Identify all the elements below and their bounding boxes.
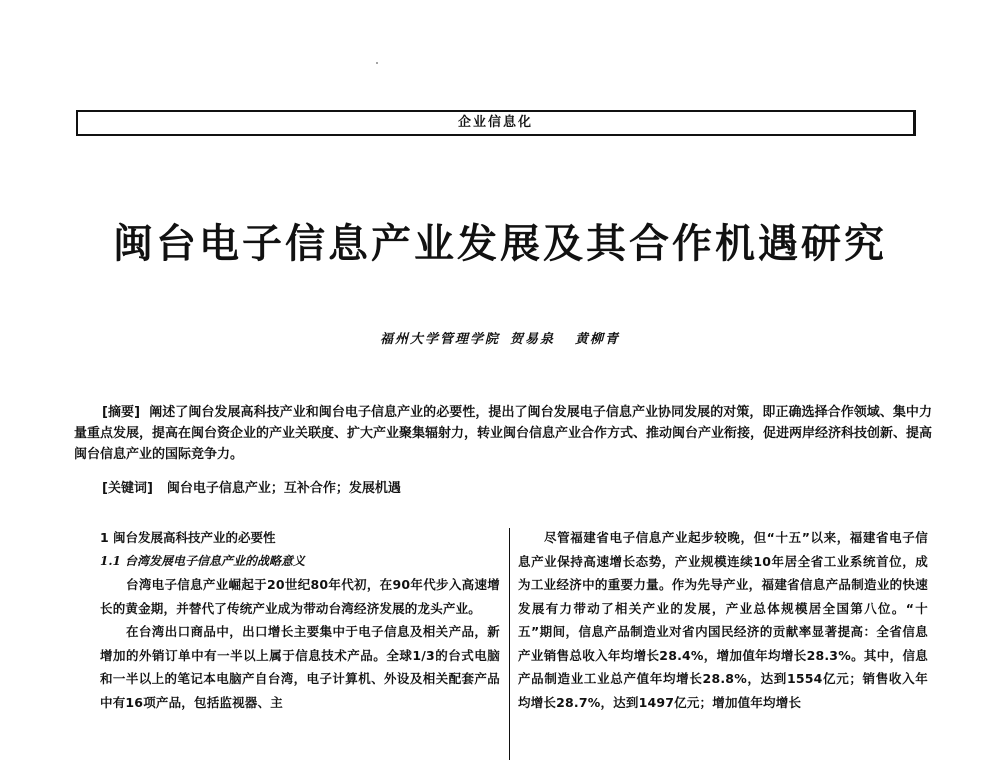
author-line — [0, 328, 1000, 347]
column-divider — [509, 528, 510, 760]
section-header-box — [76, 110, 916, 136]
keywords-label: [关键词] — [102, 481, 153, 496]
body-paragraph: 尽管福建省电子信息产业起步较晚，但“十五”以来，福建省电子信息产业保持高速增长态势，产业规模连续10年居全省工业系统首位，成为工业经济中的重要力量。作为先导产业，福建省信息产品制造业的快速发展有力带动了相关产业的发展，产业总体规模居全国第八位。“十五”期间，信息产品制造业对省内国民经济的贡献率显著提高：全省信息产业销售总收入年均增长28.4%，增加值年均增长28.3%。其中，信息产品制造业工业总产值年均增长28.8%，达到1554亿元；销售收入年均增长28.7%，达到1497亿元；增加值年均增长 — [518, 530, 928, 710]
section-label: 企业信息化 — [457, 115, 533, 130]
author-name: 黄柳青 — [575, 332, 621, 347]
keywords — [102, 477, 922, 496]
keywords-text: 闽台电子信息产业；互补合作；发展机遇 — [166, 481, 401, 496]
body-paragraph: 台湾电子信息产业崛起于20世纪80年代初，在90年代步入高速增长的黄金期，并替代了传统产业成为带动台湾经济发展的龙头产业。 — [100, 577, 500, 616]
abstract-label: [摘要] — [102, 405, 141, 420]
paper-title: 闽台电子信息产业发展及其合作机遇研究 — [113, 220, 887, 267]
abstract-text: 阐述了闽台发展高科技产业和闽台电子信息产业的必要性，提出了闽台发展电子信息产业协同发展的对策，即正确选择合作领域、集中力量重点发展，提高在闽台资企业的产业关联度、扩大产业聚集辐射力，转业闽台信息产业合作方式、推动闽台产业衔接，促进两岸经济科技创新、提高闽台信息产业的国际竞争力。 — [74, 405, 933, 462]
body-paragraph: 在台湾出口商品中，出口增长主要集中于电子信息及相关产品，新增加的外销订单中有一半以上属于信息技术产品。全球1/3的台式电脑和一半以上的笔记本电脑产自台湾，电子计算机、外设及相关配套产品中有16项产品，包括监视器、主 — [100, 624, 500, 710]
scan-speck — [376, 62, 378, 64]
abstract — [74, 402, 932, 465]
left-column — [100, 526, 500, 714]
author-affiliation: 福州大学管理学院 — [379, 332, 500, 347]
section-heading: 1 闽台发展高科技产业的必要性 — [100, 530, 276, 545]
right-column — [518, 526, 928, 714]
subsection-heading: 1.1 台湾发展电子信息产业的战略意义 — [100, 553, 306, 568]
author-name: 贺易泉 — [509, 332, 555, 347]
